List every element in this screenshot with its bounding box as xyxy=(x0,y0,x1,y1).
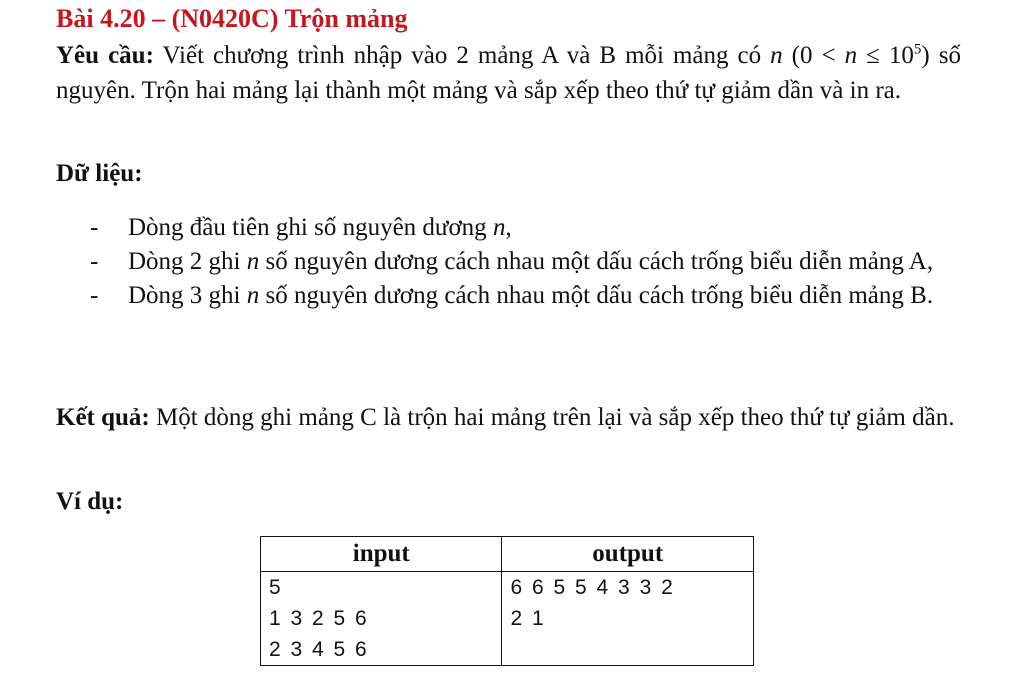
bullet-dash: - xyxy=(90,282,99,309)
item-var: n xyxy=(492,214,506,241)
input-line: 2 3 4 5 6 xyxy=(269,638,369,661)
list-item xyxy=(56,278,961,313)
table-header-row xyxy=(261,537,754,572)
cond-open: (0 < xyxy=(782,42,845,69)
item-text-after: , xyxy=(505,214,512,241)
result-label: Kết quả: xyxy=(56,404,150,431)
var-n: n xyxy=(770,42,783,69)
example-heading: Ví dụ: xyxy=(56,488,124,515)
item-var: n xyxy=(246,282,260,309)
output-line: 2 1 xyxy=(510,607,546,630)
input-header: input xyxy=(261,537,502,572)
item-text-after: số nguyên dương cách nhau một dấu cách trống biểu diễn mảng A, xyxy=(259,248,934,275)
bullet-dash: - xyxy=(90,248,99,275)
table-row xyxy=(261,572,754,666)
result-text: Một dòng ghi mảng C là trộn hai mảng trên lại và sắp xếp theo thứ tự giảm dần. xyxy=(149,404,955,431)
data-list xyxy=(56,210,961,312)
problem-title: Bài 4.20 – (N0420C) Trộn mảng xyxy=(56,4,408,33)
requirement-text-2: ) số nguyên. Trộn hai mảng lại thành một mảng và sắp xếp theo thứ tự giảm dần và in ra. xyxy=(56,42,961,104)
power-exp: 5 xyxy=(913,41,922,58)
item-text-before: Dòng 2 ghi xyxy=(128,248,247,275)
list-item xyxy=(56,210,961,245)
result-paragraph xyxy=(56,400,961,435)
list-item xyxy=(56,244,961,279)
bullet-dash: - xyxy=(90,214,99,241)
cond-var-n: n xyxy=(844,42,858,69)
item-text-after: số nguyên dương cách nhau một dấu cách trống biểu diễn mảng B. xyxy=(259,282,934,309)
cond-le: ≤ xyxy=(857,42,880,69)
output-line: 6 6 5 5 4 3 3 2 xyxy=(510,576,675,599)
requirement-label: Yêu cầu: xyxy=(56,42,154,69)
output-cell xyxy=(502,572,754,666)
item-text-before: Dòng 3 ghi xyxy=(128,282,247,309)
data-heading: Dữ liệu: xyxy=(56,160,143,187)
output-header: output xyxy=(502,537,754,572)
example-table xyxy=(260,536,754,666)
input-line: 1 3 2 5 6 xyxy=(269,607,369,630)
power-base: 10 xyxy=(888,42,914,69)
item-var: n xyxy=(246,248,260,275)
input-cell xyxy=(261,572,502,666)
item-text-before: Dòng đầu tiên ghi số nguyên dương xyxy=(128,214,493,241)
requirement-paragraph xyxy=(56,38,961,108)
requirement-text-1: Viết chương trình nhập vào 2 mảng A và B mỗi mảng có xyxy=(153,42,771,69)
input-line: 5 xyxy=(269,576,283,599)
